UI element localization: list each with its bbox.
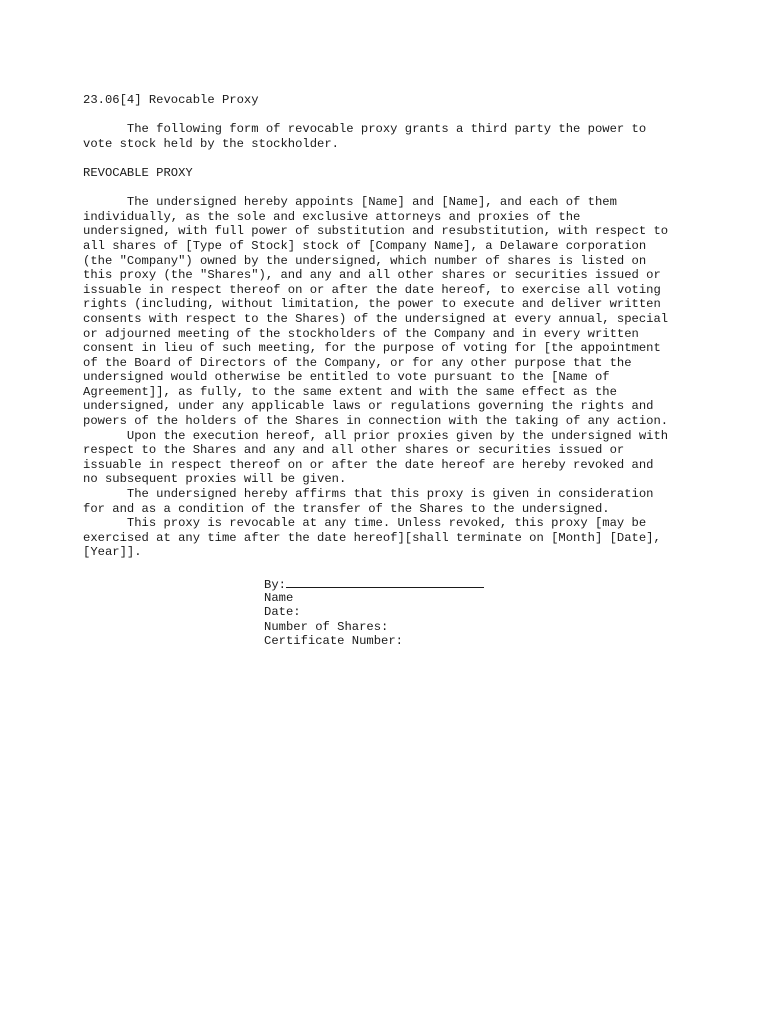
body-line: Agreement]], as fully, to the same extent and with the same effect as the	[83, 384, 617, 399]
body-line: The undersigned hereby affirms that this proxy is given in consideration	[83, 487, 654, 502]
body-line: powers of the holders of the Shares in connection with the taking of any action.	[83, 414, 669, 429]
signature-line[interactable]	[286, 576, 484, 588]
spacer	[83, 181, 703, 196]
body-line: undersigned, under any applicable laws or regulations governing the rights and	[83, 399, 654, 414]
body-line: individually, as the sole and exclusive attorneys and proxies of the	[83, 209, 581, 224]
body-line: or adjourned meeting of the stockholders of the Company and in every written	[83, 326, 639, 341]
body-line: The undersigned hereby appoints [Name] and [Name], and each of them	[83, 195, 617, 210]
date-label: Date:	[264, 605, 301, 620]
body-line: undersigned, with full power of substitution and resubstitution, with respect to	[83, 224, 669, 239]
body-line: [Year]].	[83, 545, 142, 560]
body-line: undersigned would otherwise be entitled to vote pursuant to the [Name of	[83, 370, 610, 385]
body-line: consents with respect to the Shares) of the undersigned at every annual, special	[83, 311, 669, 326]
body-line: for and as a condition of the transfer of the Shares to the undersigned.	[83, 501, 610, 516]
document-body	[83, 93, 703, 560]
body-line: exercised at any time after the date hereof][shall terminate on [Month] [Date],	[83, 530, 661, 545]
body-line: no subsequent proxies will be given.	[83, 472, 347, 487]
body-line: consent in lieu of such meeting, for the purpose of voting for [the appointment	[83, 341, 661, 356]
form-title: REVOCABLE PROXY	[83, 165, 193, 180]
intro-line: The following form of revocable proxy grants a third party the power to	[83, 122, 647, 137]
body-line: This proxy is revocable at any time. Unless revoked, this proxy [may be	[83, 516, 647, 531]
body-line: Upon the execution hereof, all prior proxies given by the undersigned with	[83, 428, 669, 443]
name-label: Name	[264, 590, 294, 605]
signature-block	[264, 576, 484, 649]
body-line: respect to the Shares and any and all other shares or securities issued or	[83, 443, 625, 458]
by-label: By:	[264, 578, 286, 592]
number-of-shares-label: Number of Shares:	[264, 619, 389, 634]
spacer	[83, 151, 703, 166]
body-line: all shares of [Type of Stock] stock of [Company Name], a Delaware corporation	[83, 238, 647, 253]
body-line: issuable in respect thereof on or after the date hereof, to exercise all voting	[83, 282, 661, 297]
signature-row	[264, 576, 484, 591]
proxy-body	[83, 195, 703, 560]
body-line: rights (including, without limitation, the power to execute and deliver written	[83, 297, 661, 312]
intro-paragraph	[83, 122, 703, 151]
intro-line: vote stock held by the stockholder.	[83, 136, 339, 151]
spacer	[83, 108, 703, 123]
certificate-number-label: Certificate Number:	[264, 634, 403, 649]
section-heading: 23.06[4] Revocable Proxy	[83, 93, 259, 107]
body-line: of the Board of Directors of the Company, or for any other purpose that the	[83, 355, 632, 370]
body-line: issuable in respect thereof on or after the date hereof are hereby revoked and	[83, 457, 654, 472]
body-line: (the "Company") owned by the undersigned, which number of shares is listed on	[83, 253, 647, 268]
body-line: this proxy (the "Shares"), and any and all other shares or securities issued or	[83, 268, 661, 283]
